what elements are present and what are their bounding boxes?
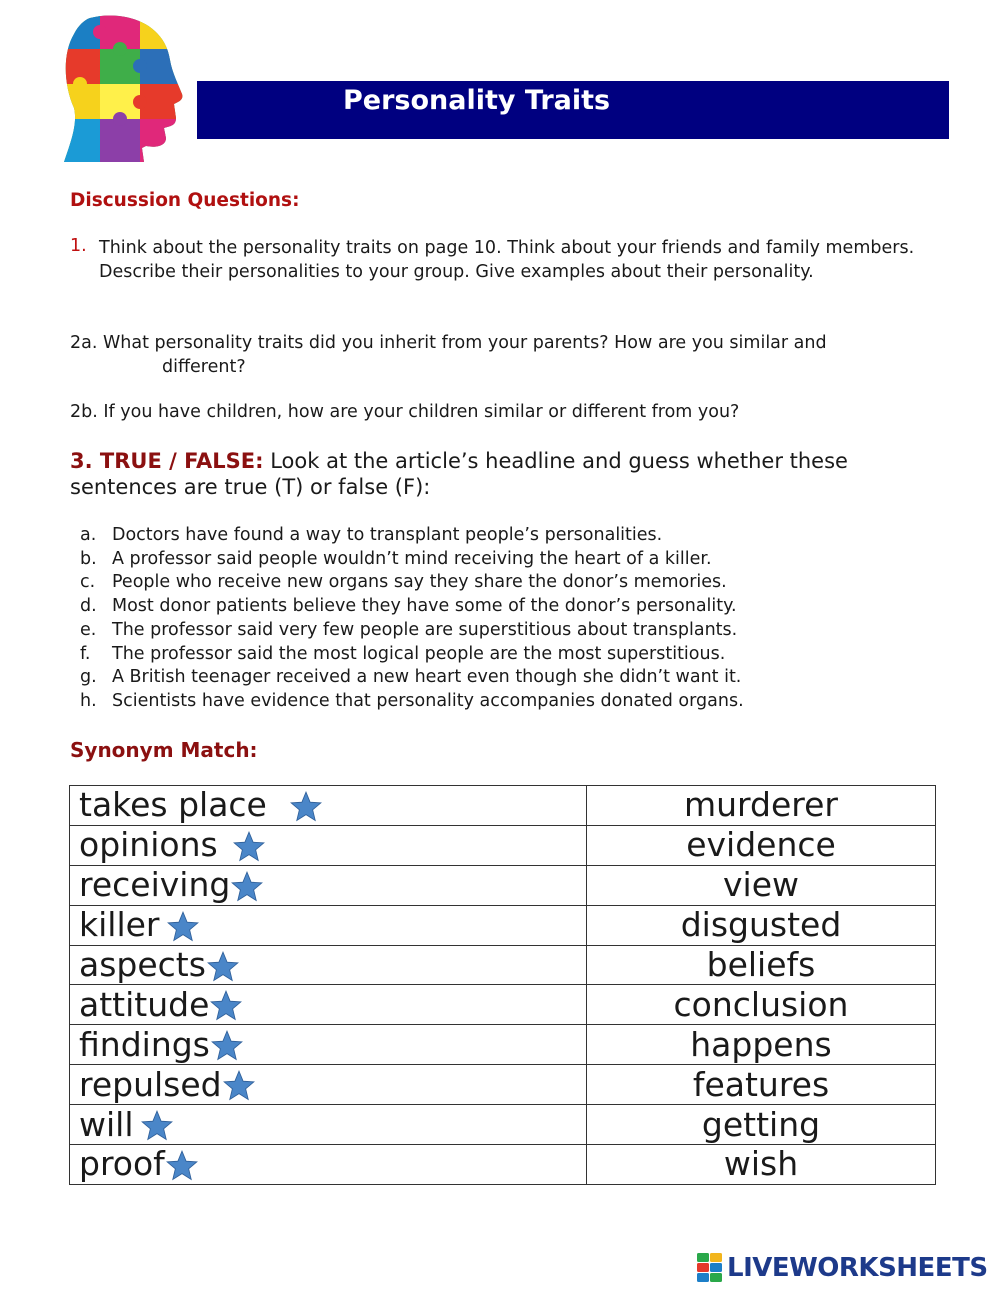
synonym-right-cell: wish bbox=[587, 1145, 936, 1185]
synonym-left-cell bbox=[70, 985, 587, 1025]
synonym-left-cell bbox=[70, 905, 587, 945]
synonym-left-cell bbox=[70, 1065, 587, 1105]
list-item: a. Doctors have found a way to transplant people’s personalities. bbox=[80, 525, 663, 545]
star-icon[interactable] bbox=[165, 1149, 199, 1183]
left-word: receiving bbox=[79, 865, 231, 905]
question-1-number: 1. bbox=[70, 236, 87, 256]
page-title: Personality Traits bbox=[343, 85, 611, 116]
list-item: b. A professor said people wouldn’t mind receiving the heart of a killer. bbox=[80, 548, 712, 569]
synonym-right-cell: view bbox=[587, 865, 936, 905]
synonym-left-cell bbox=[70, 825, 587, 865]
question-2b: 2b. If you have children, how are your children similar or different from you? bbox=[70, 402, 740, 422]
question-2a-line1: 2a. What personality traits did you inherit from your parents? How are you similar and bbox=[70, 333, 827, 353]
star-icon[interactable] bbox=[210, 1029, 244, 1063]
true-false-instructions: Look at the article’s headline and guess whether these sentences are true (T) or false (F): bbox=[70, 449, 848, 499]
table-row bbox=[70, 945, 936, 985]
list-item: g. A British teenager received a new heart even though she didn’t want it. bbox=[80, 667, 742, 688]
left-word: aspects bbox=[79, 945, 206, 984]
table-row bbox=[70, 786, 936, 826]
title-bar bbox=[197, 81, 949, 139]
synonym-right-cell: evidence bbox=[587, 825, 936, 865]
synonym-left-cell bbox=[70, 1025, 587, 1065]
star-icon[interactable] bbox=[206, 950, 240, 984]
synonym-right-cell: happens bbox=[587, 1025, 936, 1065]
list-item: c. People who receive new organs say they share the donor’s memories. bbox=[80, 572, 727, 593]
true-false-list bbox=[80, 524, 950, 714]
star-icon[interactable] bbox=[222, 1069, 256, 1103]
list-item: h. Scientists have evidence that personality accompanies donated organs. bbox=[80, 690, 744, 711]
synonym-heading: Synonym Match: bbox=[70, 738, 258, 762]
left-word: killer bbox=[79, 905, 160, 945]
left-word: proof bbox=[79, 1144, 165, 1184]
table-row bbox=[70, 1105, 936, 1145]
true-false-prompt bbox=[70, 448, 950, 500]
table-row bbox=[70, 1145, 936, 1185]
synonym-left-cell bbox=[70, 945, 587, 985]
list-item: d. Most donor patients believe they have some of the donor’s personality. bbox=[80, 596, 737, 617]
star-icon[interactable] bbox=[232, 830, 266, 864]
synonym-right-cell: beliefs bbox=[587, 945, 936, 985]
left-word: findings bbox=[79, 1024, 210, 1064]
synonym-right-cell: features bbox=[587, 1065, 936, 1105]
question-1: Think about the personality traits on page 10. Think about your friends and family members. Describe their personalities to your group. Give examples about their personality. bbox=[99, 238, 915, 282]
star-icon[interactable] bbox=[166, 910, 200, 944]
star-icon[interactable] bbox=[289, 790, 323, 824]
brand-name: LIVEWORKSHEETS bbox=[727, 1253, 988, 1283]
list-item: e. The professor said very few people are superstitious about transplants. bbox=[80, 619, 738, 640]
synonym-right-cell: conclusion bbox=[587, 985, 936, 1025]
liveworksheets-logo bbox=[697, 1253, 988, 1283]
table-row bbox=[70, 825, 936, 865]
synonym-table bbox=[69, 785, 936, 1185]
synonym-left-cell bbox=[70, 1105, 587, 1145]
list-item: f. The professor said the most logical people are the most superstitious. bbox=[80, 643, 726, 664]
table-row bbox=[70, 865, 936, 905]
left-word: opinions bbox=[79, 825, 218, 865]
left-word: will bbox=[79, 1104, 134, 1144]
table-row bbox=[70, 1025, 936, 1065]
question-2a bbox=[70, 331, 940, 379]
star-icon[interactable] bbox=[140, 1109, 174, 1143]
synonym-left-cell bbox=[70, 865, 587, 905]
table-row bbox=[70, 905, 936, 945]
liveworksheets-blocks-icon bbox=[697, 1253, 723, 1283]
synonym-right-cell: disgusted bbox=[587, 905, 936, 945]
true-false-label: 3. TRUE / FALSE: bbox=[70, 449, 264, 473]
synonym-right-cell: getting bbox=[587, 1105, 936, 1145]
left-word: takes place bbox=[79, 785, 267, 825]
synonym-left-cell bbox=[70, 786, 587, 826]
synonym-right-cell: murderer bbox=[587, 786, 936, 826]
star-icon[interactable] bbox=[209, 989, 243, 1023]
left-word: repulsed bbox=[79, 1064, 222, 1104]
puzzle-head-logo bbox=[60, 14, 184, 164]
table-row bbox=[70, 985, 936, 1025]
left-word: attitude bbox=[79, 984, 210, 1024]
star-icon[interactable] bbox=[230, 870, 264, 904]
synonym-left-cell bbox=[70, 1145, 587, 1185]
discussion-heading: Discussion Questions: bbox=[70, 190, 300, 211]
question-2a-line2: different? bbox=[162, 357, 246, 377]
table-row bbox=[70, 1065, 936, 1105]
